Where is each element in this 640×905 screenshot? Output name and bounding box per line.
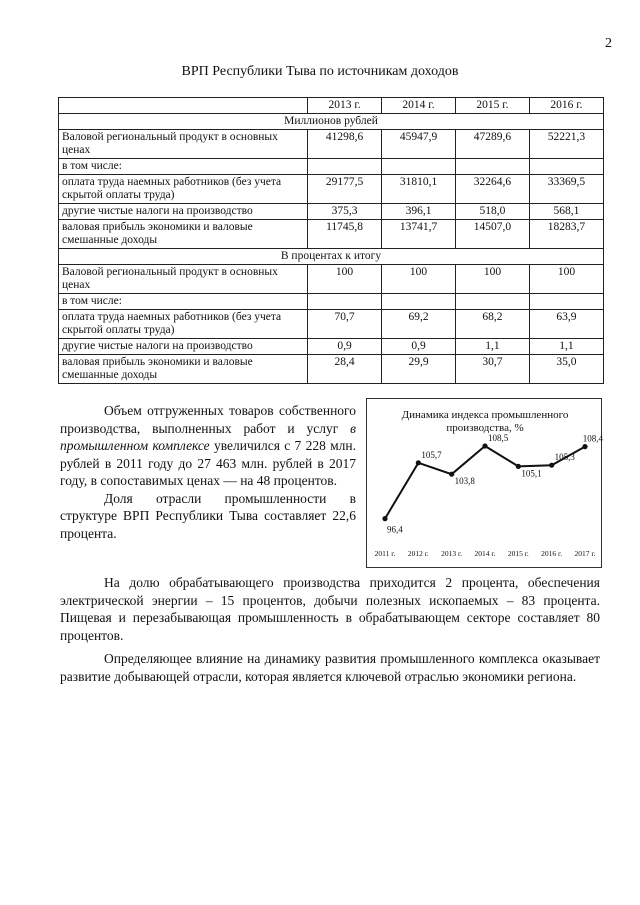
- empty-cell: [382, 294, 456, 310]
- section-percent-of-total: В процентах к итогу: [59, 249, 604, 265]
- empty-cell: [308, 294, 382, 310]
- header-empty-cell: [59, 98, 308, 114]
- table-row: [59, 175, 604, 204]
- header-year-2016: 2016 г.: [529, 98, 603, 114]
- cell-value: 70,7: [308, 310, 382, 339]
- table-row: [59, 339, 604, 355]
- row-label: оплата труда наемных работников (без учета скрытой оплаты труда): [59, 175, 308, 204]
- cell-value: 100: [382, 265, 456, 294]
- cell-value: 29,9: [382, 355, 456, 384]
- empty-cell: [456, 159, 530, 175]
- empty-cell: [308, 159, 382, 175]
- cell-value: 518,0: [456, 204, 530, 220]
- cell-value: 33369,5: [529, 175, 603, 204]
- x-tick-label: 2014 г.: [474, 549, 496, 558]
- section-row: [59, 114, 604, 130]
- x-tick-label: 2016 г.: [541, 549, 563, 558]
- cell-value: 28,4: [308, 355, 382, 384]
- chart-title: Динамика индекса промышленного производства, %: [401, 409, 569, 434]
- paragraph-mining-influence: Определяющее влияние на динамику развития промышленного комплекса оказывает развитие добывающей отрасли, которая является ключевой отраслью экономики региона.: [60, 651, 600, 684]
- cell-value: 18283,7: [529, 220, 603, 249]
- paragraph-industry-share: Доля отрасли промышленности в структуре ВРП Республики Тыва составляет 22,6 процента.: [60, 490, 356, 541]
- cell-value: 41298,6: [308, 130, 382, 159]
- industry-text-block: [60, 402, 356, 542]
- data-label: 108,4: [582, 433, 603, 444]
- table-row: [59, 294, 604, 310]
- x-tick-label: 2015 г.: [507, 549, 529, 558]
- cell-value: 1,1: [529, 339, 603, 355]
- cell-value: 32264,6: [456, 175, 530, 204]
- cell-value: 45947,9: [382, 130, 456, 159]
- cell-value: 47289,6: [456, 130, 530, 159]
- table-header-row: [59, 98, 604, 114]
- cell-value: 100: [308, 265, 382, 294]
- cell-value: 0,9: [308, 339, 382, 355]
- cell-value: 68,2: [456, 310, 530, 339]
- document-title: ВРП Республики Тыва по источникам доходов: [181, 64, 459, 79]
- data-label: 103,8: [454, 476, 475, 487]
- paragraph-sector-shares: На долю обрабатывающего производства приходится 2 процента, обеспечения электрической энергии – 15 процентов, добычи полезных ископаемых – 83 процента. Пищевая и перезабывающая промышленность в обрабатывающем секторе составляет 80 процентов.: [60, 575, 600, 643]
- data-point: [516, 464, 521, 469]
- row-label: Валовой региональный продукт в основных ценах: [59, 130, 308, 159]
- data-label: 105,1: [521, 468, 542, 479]
- structure-text-block: [60, 574, 600, 691]
- empty-cell: [529, 159, 603, 175]
- page-number: 2: [605, 36, 612, 51]
- data-label: 96,4: [387, 524, 403, 535]
- data-point: [482, 443, 487, 448]
- x-tick-label: 2013 г.: [441, 549, 463, 558]
- data-label: 108,5: [488, 433, 509, 443]
- cell-value: 31810,1: [382, 175, 456, 204]
- industrial-index-chart: [366, 398, 602, 568]
- row-label: валовая прибыль экономики и валовые смешанные доходы: [59, 220, 308, 249]
- row-label: другие чистые налоги на производство: [59, 339, 308, 355]
- paragraph-emphasis: в промышленном комплексе: [60, 420, 356, 453]
- table-row: [59, 204, 604, 220]
- paragraph-shipment-volume: [60, 402, 356, 490]
- table-row: [59, 220, 604, 249]
- row-label: валовая прибыль экономики и валовые смешанные доходы: [59, 355, 308, 384]
- data-point: [582, 444, 587, 449]
- cell-value: 30,7: [456, 355, 530, 384]
- cell-value: 69,2: [382, 310, 456, 339]
- table-row: [59, 310, 604, 339]
- data-point: [382, 516, 387, 521]
- cell-value: 13741,7: [382, 220, 456, 249]
- section-row: [59, 249, 604, 265]
- cell-value: 63,9: [529, 310, 603, 339]
- header-year-2013: 2013 г.: [308, 98, 382, 114]
- grp-income-table: [58, 97, 604, 384]
- data-label: 105,3: [554, 452, 575, 463]
- row-label-in-total: в том числе:: [59, 294, 308, 310]
- cell-value: 568,1: [529, 204, 603, 220]
- cell-value: 29177,5: [308, 175, 382, 204]
- table-row: [59, 355, 604, 384]
- x-tick-label: 2017 г.: [574, 549, 596, 558]
- empty-cell: [382, 159, 456, 175]
- table-row: [59, 130, 604, 159]
- cell-value: 14507,0: [456, 220, 530, 249]
- data-point: [549, 463, 554, 468]
- row-label: Валовой региональный продукт в основных ценах: [59, 265, 308, 294]
- cell-value: 375,3: [308, 204, 382, 220]
- section-million-rubles: Миллионов рублей: [59, 114, 604, 130]
- x-tick-label: 2012 г.: [407, 549, 429, 558]
- chart-plot: [367, 399, 603, 569]
- cell-value: 396,1: [382, 204, 456, 220]
- cell-value: 1,1: [456, 339, 530, 355]
- data-point: [449, 472, 454, 477]
- cell-value: 11745,8: [308, 220, 382, 249]
- empty-cell: [529, 294, 603, 310]
- paragraph-text: Объем отгруженных товаров собственного производства, выполненных работ и услуг: [60, 403, 356, 436]
- cell-value: 100: [529, 265, 603, 294]
- header-year-2015: 2015 г.: [456, 98, 530, 114]
- paragraph-text: увеличился с 7 228 млн. рублей в 2011 году до 27 463 млн. рублей в 2017 году, в сопоставимых ценах — на 48 процентов.: [60, 438, 356, 488]
- cell-value: 35,0: [529, 355, 603, 384]
- row-label: другие чистые налоги на производство: [59, 204, 308, 220]
- row-label: оплата труда наемных работников (без учета скрытой оплаты труда): [59, 310, 308, 339]
- header-year-2014: 2014 г.: [382, 98, 456, 114]
- data-point: [416, 460, 421, 465]
- cell-value: 0,9: [382, 339, 456, 355]
- table-row: [59, 159, 604, 175]
- row-label-in-total: в том числе:: [59, 159, 308, 175]
- x-tick-label: 2011 г.: [374, 549, 396, 558]
- cell-value: 52221,3: [529, 130, 603, 159]
- empty-cell: [456, 294, 530, 310]
- cell-value: 100: [456, 265, 530, 294]
- data-label: 105,7: [421, 449, 442, 460]
- table-row: [59, 265, 604, 294]
